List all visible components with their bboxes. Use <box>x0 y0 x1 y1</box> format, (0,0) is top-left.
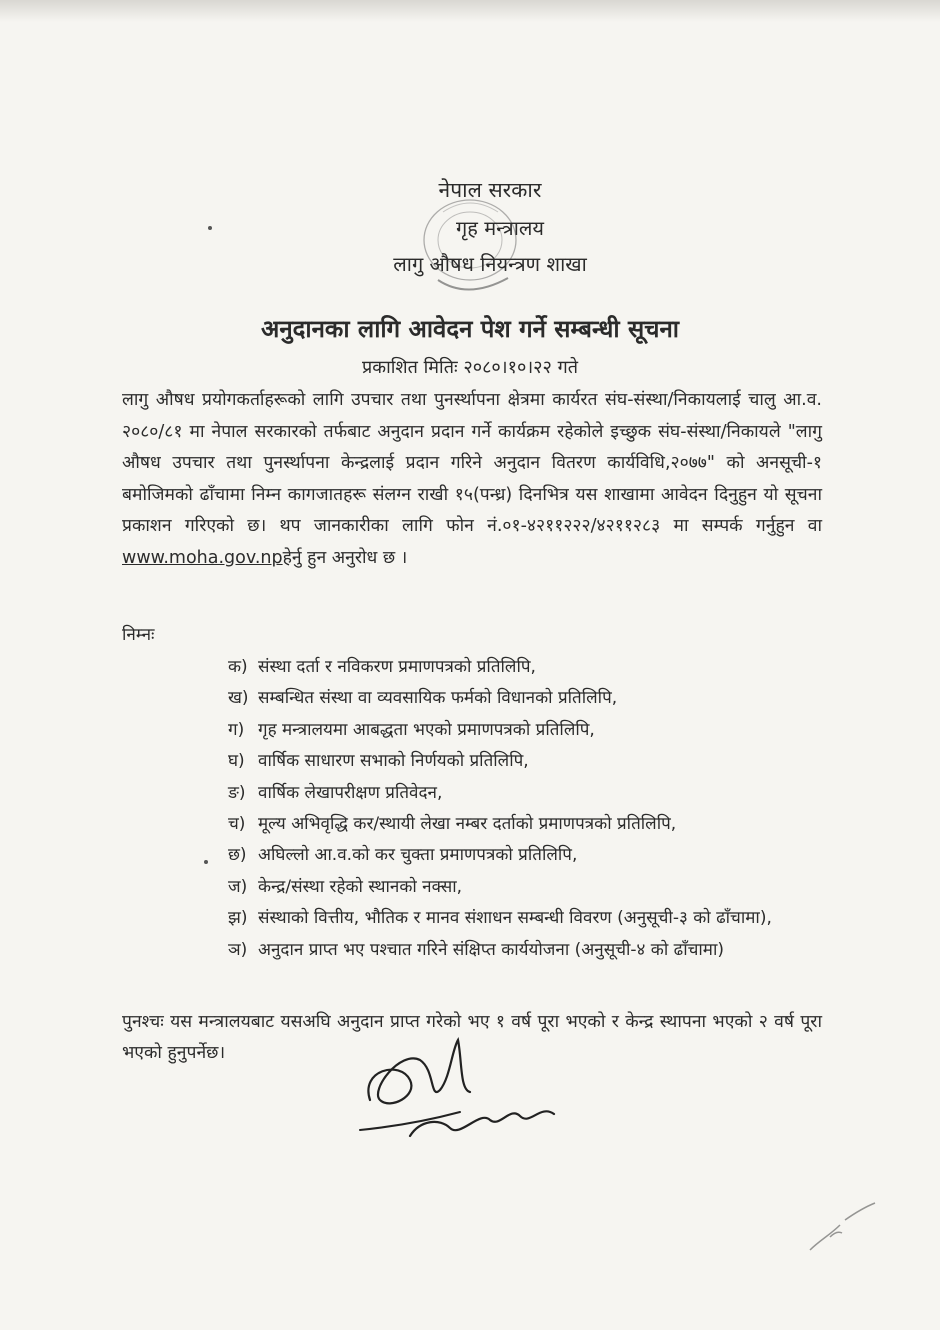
scan-speck <box>204 860 208 864</box>
list-item-marker: ञ) <box>228 939 248 960</box>
notice-title: अनुदानका लागि आवेदन पेश गर्ने सम्बन्धी सूचना <box>260 315 679 343</box>
list-item <box>228 683 828 714</box>
list-item <box>228 746 828 777</box>
handwritten-signature <box>340 1030 580 1150</box>
list-item <box>228 903 828 934</box>
list-item <box>228 715 828 746</box>
list-item-marker: ङ) <box>228 782 246 803</box>
list-item-text: वार्षिक लेखापरीक्षण प्रतिवेदन, <box>258 782 443 803</box>
list-item <box>228 935 828 966</box>
website-link[interactable]: www.moha.gov.np <box>122 547 283 568</box>
list-item-marker: घ) <box>228 751 245 772</box>
list-item-text: अनुदान प्राप्त भए पश्चात गरिने संक्षिप्त कार्ययोजना (अनुसूची-४ को ढाँचामा) <box>258 939 725 960</box>
list-item-text: गृह मन्त्रालयमा आबद्धता भएको प्रमाणपत्रको प्रतिलिपि, <box>258 719 595 740</box>
letterhead-section: लागु औषध नियन्त्रण शाखा <box>393 252 587 276</box>
notice-body-closing: हेर्नु हुन अनुरोध छ । <box>282 547 408 568</box>
margin-pen-mark <box>800 1195 880 1255</box>
notice-body <box>122 385 822 574</box>
list-item-marker: ख) <box>228 688 249 709</box>
list-item-marker: छ) <box>228 845 247 866</box>
scan-edge <box>0 0 940 22</box>
scan-speck <box>208 226 212 230</box>
list-item-marker: ग) <box>228 719 245 740</box>
list-item <box>228 809 828 840</box>
letterhead-government: नेपाल सरकार <box>438 178 542 202</box>
list-item-text: वार्षिक साधारण सभाको निर्णयको प्रतिलिपि, <box>258 751 529 772</box>
list-item-text: संस्थाको वित्तीय, भौतिक र मानव संशाधन सम्बन्धी विवरण (अनुसूची-३ को ढाँचामा), <box>258 908 772 929</box>
notice-body-text: लागु औषध प्रयोगकर्ताहरूको लागि उपचार तथा पुनर्स्थापना क्षेत्रमा कार्यरत संघ-संस्था/निकायलाई चालु आ.व. २०८०/८१ मा नेपाल सरकारको तर्फबाट अनुदान प्रदान गर्ने कार्यक्रम रहेकोले इच्छुक संघ-संस्था/निकायले "लागु औषध उपचार तथा पुनर्स्थापना केन्द्रलाई प्रदान गरिने अनुदान वितरण कार्यविधि,२०७७" को अनसूची-१ बमोजिमको ढाँचामा निम्न कागजातहरू संलग्न राखी १५(पन्ध्र) दिनभित्र यस शाखामा आवेदन दिनुहुन यो सूचना प्रकाशन गरिएको छ। थप जानकारीका लागि फोन नं.०१-४२११२२२/४२११२८३ मा सम्पर्क गर्नुहुन वा <box>122 390 822 536</box>
list-item-text: अघिल्लो आ.व.को कर चुक्ता प्रमाणपत्रको प्रतिलिपि, <box>258 845 578 866</box>
list-item-marker: च) <box>228 814 246 835</box>
published-date-value: २०८०।१०।२२ गते <box>463 357 578 378</box>
list-item <box>228 778 828 809</box>
list-item <box>228 840 828 871</box>
postscript: पुनश्चः यस मन्त्रालयबाट यसअघि अनुदान प्राप्त गरेको भए १ वर्ष पूरा भएको र केन्द्र स्थापना भएको २ वर्ष पूरा भएको हुनुपर्नेछ। <box>122 1012 822 1063</box>
requirements-list <box>228 652 828 966</box>
letterhead-ministry: गृह मन्त्रालय <box>455 216 545 240</box>
list-item-marker: ज) <box>228 876 248 897</box>
list-item-text: संस्था दर्ता र नविकरण प्रमाणपत्रको प्रतिलिपि, <box>258 657 536 677</box>
requirements-label: निम्नः <box>122 625 155 645</box>
list-item-text: मूल्य अभिवृद्धि कर/स्थायी लेखा नम्बर दर्ताको प्रमाणपत्रको प्रतिलिपि, <box>258 814 677 835</box>
published-date-line <box>0 355 940 379</box>
list-item-text: सम्बन्धित संस्था वा व्यवसायिक फर्मको विधानको प्रतिलिपि, <box>258 688 618 709</box>
ministry-seal-stamp <box>398 190 548 300</box>
list-item-marker: झ) <box>228 908 248 929</box>
list-item-marker: क) <box>228 657 248 677</box>
list-item <box>228 652 828 683</box>
list-item <box>228 872 828 903</box>
list-item-text: केन्द्र/संस्था रहेको स्थानको नक्सा, <box>258 876 463 897</box>
published-date-label: प्रकाशित मितिः <box>362 357 458 378</box>
